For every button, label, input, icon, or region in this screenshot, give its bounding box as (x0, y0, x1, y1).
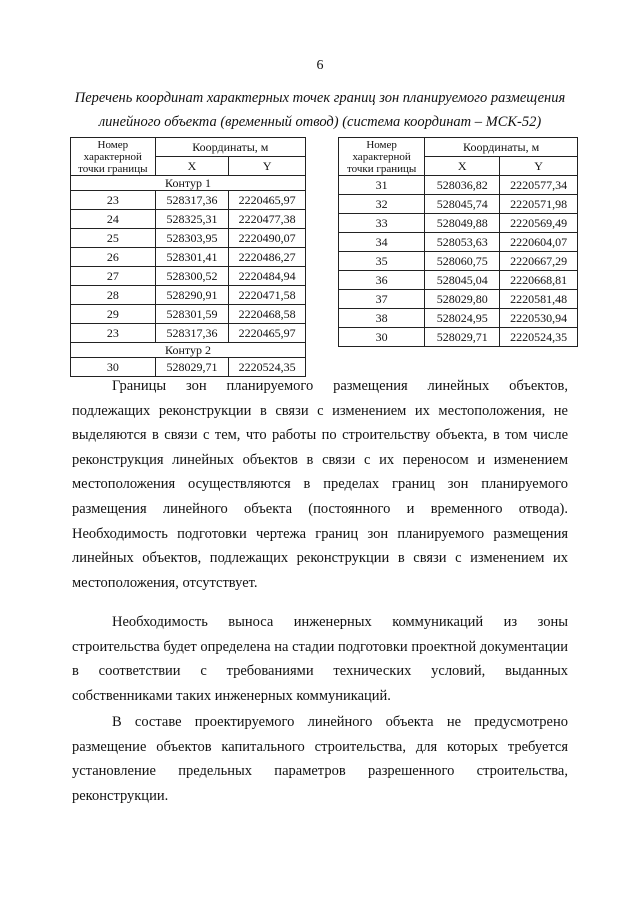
contour-label: Контур 1 (71, 176, 306, 191)
table-row (71, 267, 306, 286)
table-row (71, 324, 306, 343)
cell-point-number: 35 (339, 252, 425, 271)
header-y: Y (500, 157, 578, 176)
coordinates-table-right (338, 137, 578, 347)
cell-x: 528049,88 (425, 214, 500, 233)
page-number: 6 (316, 58, 324, 73)
cell-y: 2220668,81 (500, 271, 578, 290)
cell-y: 2220667,29 (500, 252, 578, 271)
cell-point-number: 30 (71, 358, 156, 377)
header-x: X (425, 157, 500, 176)
cell-y: 2220571,98 (500, 195, 578, 214)
cell-x: 528036,82 (425, 176, 500, 195)
cell-y: 2220524,35 (229, 358, 306, 377)
paragraph-capital-construction (72, 710, 568, 808)
cell-y: 2220569,49 (500, 214, 578, 233)
table-row (71, 210, 306, 229)
cell-y: 2220524,35 (500, 328, 578, 347)
cell-y: 2220490,07 (229, 229, 306, 248)
cell-point-number: 23 (71, 324, 156, 343)
table-row (339, 328, 578, 347)
table-row (71, 191, 306, 210)
cell-x: 528300,52 (155, 267, 229, 286)
table-row (71, 248, 306, 267)
cell-point-number: 29 (71, 305, 156, 324)
header-x: X (155, 157, 229, 176)
paragraph-text: В составе проектируемого линейного объекта не предусмотрено размещение объектов капитального строительства, для которых требуется установление предельных параметров разрешенного строительства, реконструкции. (72, 714, 568, 804)
cell-y: 2220468,58 (229, 305, 306, 324)
cell-x: 528317,36 (155, 324, 229, 343)
cell-y: 2220477,38 (229, 210, 306, 229)
paragraph-text: Необходимость выноса инженерных коммуникаций из зоны строительства будет определена на стадии подготовки проектной документации в соответствии с требованиями технических условий, выданных собственниками таких инженерных коммуникаций. (72, 614, 568, 704)
cell-x: 528290,91 (155, 286, 229, 305)
cell-x: 528024,95 (425, 309, 500, 328)
cell-point-number: 31 (339, 176, 425, 195)
cell-x: 528045,74 (425, 195, 500, 214)
cell-y: 2220484,94 (229, 267, 306, 286)
cell-y: 2220530,94 (500, 309, 578, 328)
contour-label: Контур 2 (71, 343, 306, 358)
coordinates-table-left (70, 137, 306, 377)
cell-y: 2220577,34 (500, 176, 578, 195)
table-row (71, 286, 306, 305)
left-table-body (71, 176, 306, 377)
header-coordinates: Координаты, м (155, 138, 305, 157)
table-row (339, 176, 578, 195)
cell-x: 528060,75 (425, 252, 500, 271)
cell-x: 528325,31 (155, 210, 229, 229)
paragraph-utilities (72, 610, 568, 708)
table-row (339, 195, 578, 214)
cell-point-number: 27 (71, 267, 156, 286)
cell-point-number: 25 (71, 229, 156, 248)
contour-label-row (71, 343, 306, 358)
table-row (71, 229, 306, 248)
table-row (339, 309, 578, 328)
cell-point-number: 23 (71, 191, 156, 210)
cell-y: 2220581,48 (500, 290, 578, 309)
table-row (71, 305, 306, 324)
cell-point-number: 30 (339, 328, 425, 347)
cell-point-number: 26 (71, 248, 156, 267)
paragraph-boundaries (72, 374, 568, 595)
header-point-number: Номер характерной точки границы (339, 138, 425, 176)
right-table-body (339, 176, 578, 347)
table-row (339, 214, 578, 233)
cell-y: 2220465,97 (229, 191, 306, 210)
cell-x: 528029,80 (425, 290, 500, 309)
cell-x: 528301,41 (155, 248, 229, 267)
cell-point-number: 32 (339, 195, 425, 214)
cell-x: 528303,95 (155, 229, 229, 248)
table-row (339, 252, 578, 271)
cell-y: 2220465,97 (229, 324, 306, 343)
document-title: Перечень координат характерных точек границ зон планируемого размещения линейного объекта (временный отвод) (система координат – МСК-52) (74, 90, 566, 130)
cell-x: 528029,71 (425, 328, 500, 347)
cell-y: 2220471,58 (229, 286, 306, 305)
contour-label-row (71, 176, 306, 191)
cell-x: 528317,36 (155, 191, 229, 210)
table-row (339, 233, 578, 252)
cell-point-number: 33 (339, 214, 425, 233)
header-y: Y (229, 157, 306, 176)
cell-point-number: 38 (339, 309, 425, 328)
cell-x: 528045,04 (425, 271, 500, 290)
cell-x: 528301,59 (155, 305, 229, 324)
cell-point-number: 28 (71, 286, 156, 305)
cell-point-number: 24 (71, 210, 156, 229)
cell-x: 528053,63 (425, 233, 500, 252)
cell-y: 2220486,27 (229, 248, 306, 267)
paragraph-text: Границы зон планируемого размещения линейных объектов, подлежащих реконструкции в связи с изменением их местоположения, не выделяются в связи с тем, что работы по строительству объекта, в том числе реконструкция линейных объектов в связи с их переносом и изменением местоположения осуществляются в пределах границ зон планируемого размещения линейного объекта (постоянного и временного отвода). Необходимость подготовки чертежа границ зон планируемого размещения линейных объектов, подлежащих реконструкции в связи с изменением их местоположения, отсутствует. (72, 378, 568, 591)
cell-x: 528029,71 (155, 358, 229, 377)
cell-point-number: 37 (339, 290, 425, 309)
header-coordinates: Координаты, м (425, 138, 578, 157)
table-row (339, 271, 578, 290)
header-point-number: Номер характерной точки границы (71, 138, 156, 176)
cell-point-number: 36 (339, 271, 425, 290)
table-row (339, 290, 578, 309)
cell-y: 2220604,07 (500, 233, 578, 252)
cell-point-number: 34 (339, 233, 425, 252)
